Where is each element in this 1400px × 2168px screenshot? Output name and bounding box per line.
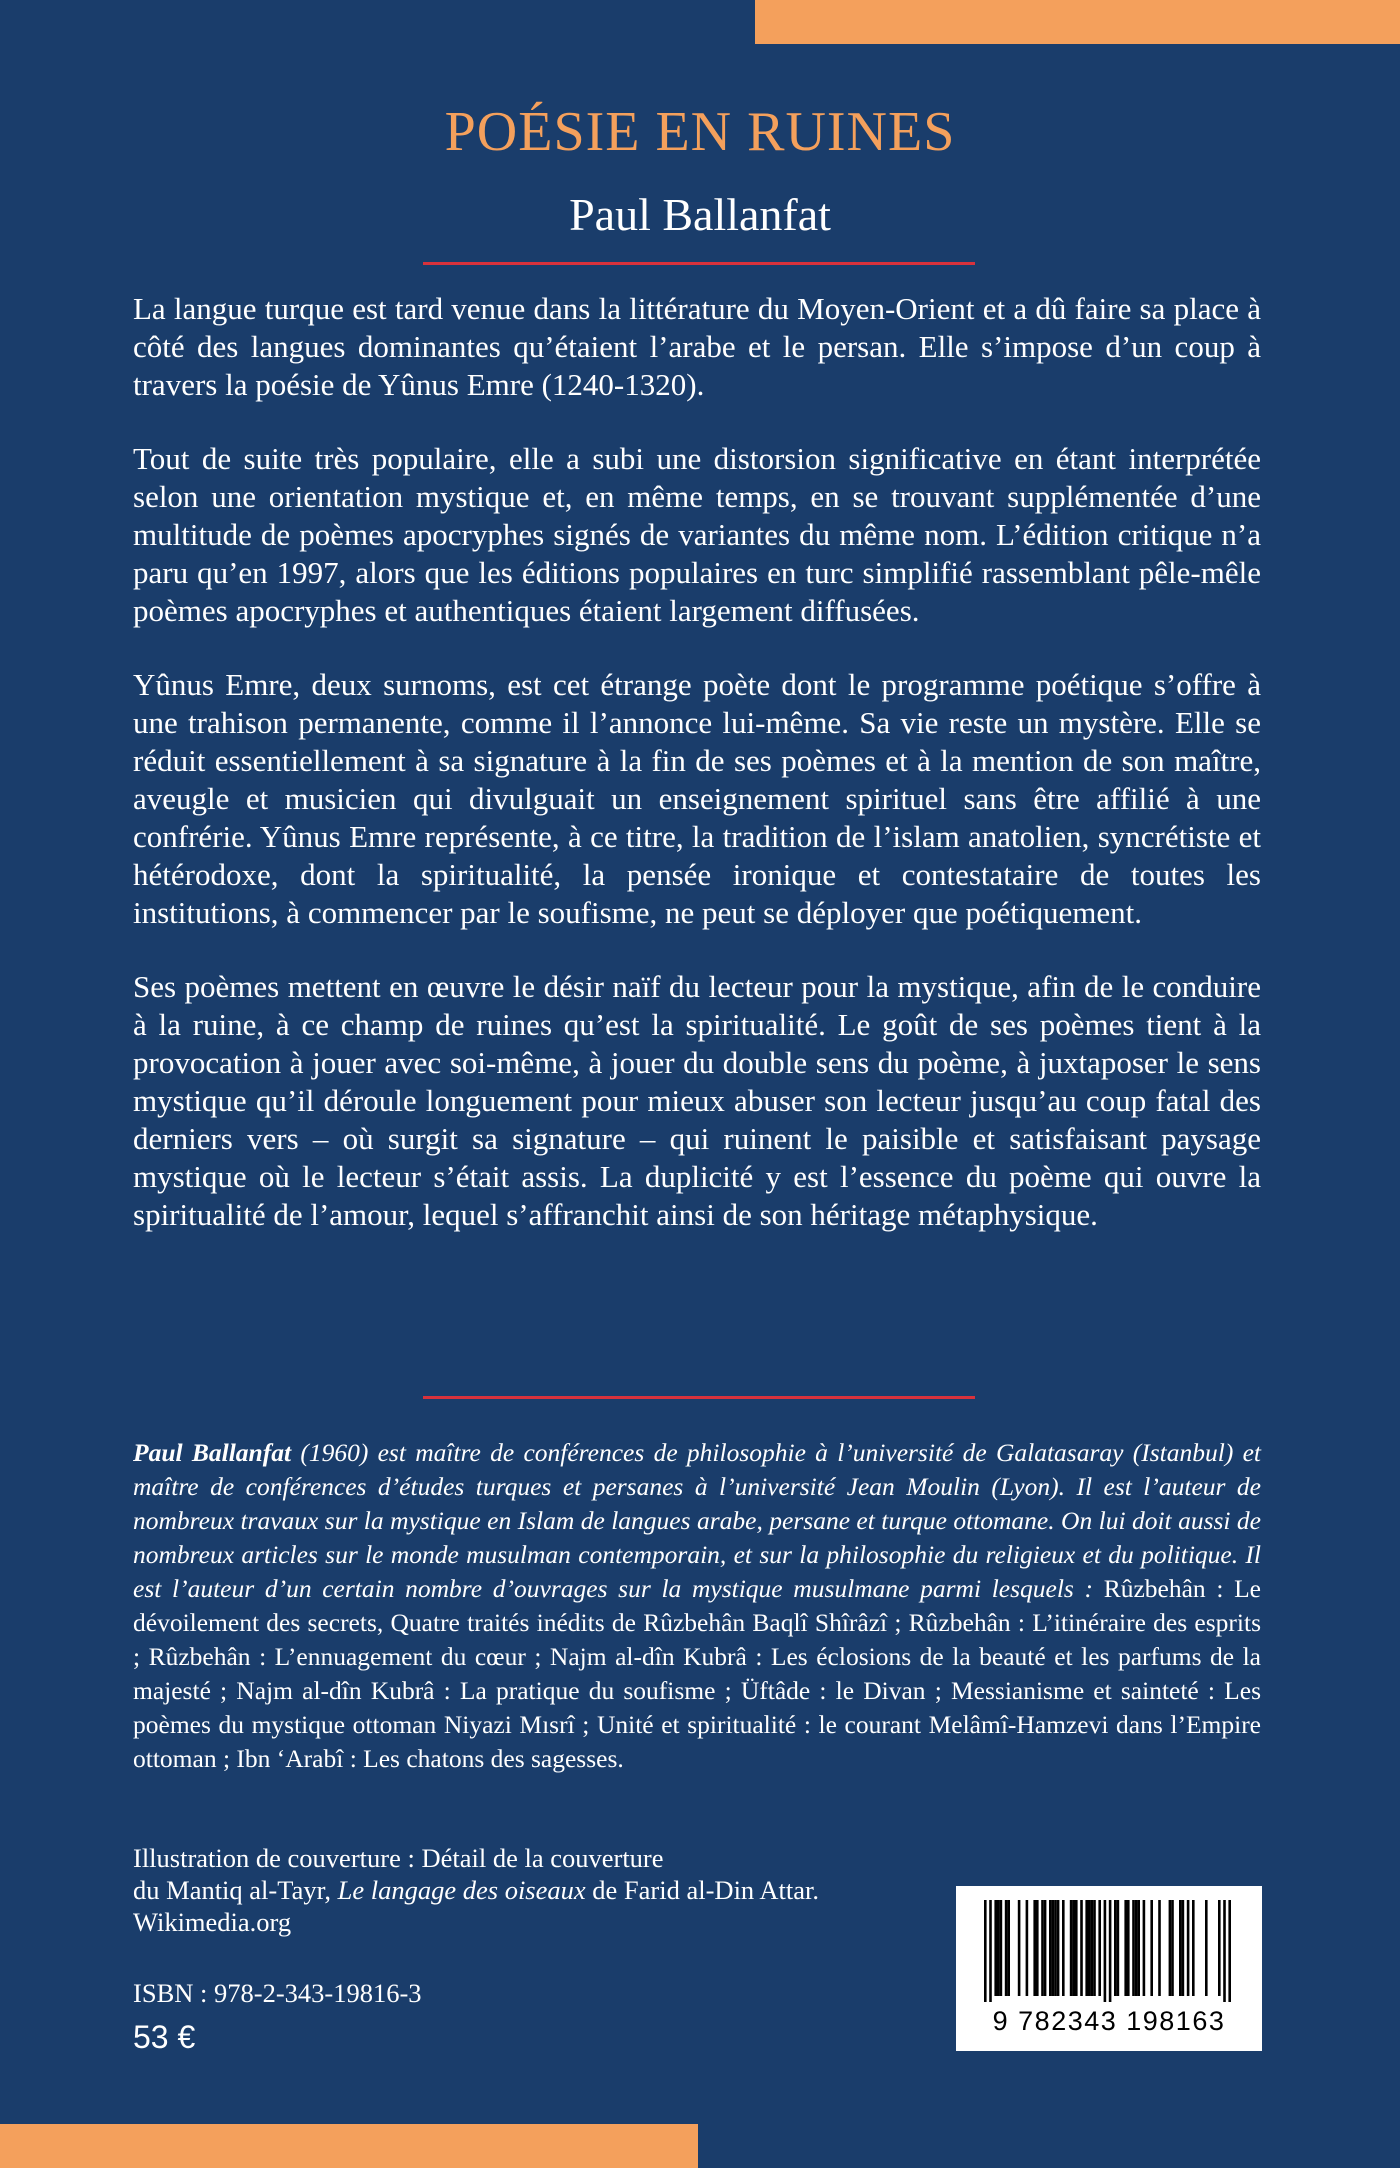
barcode-bar [1075,1900,1078,1996]
barcode-bar [1044,1900,1047,1996]
barcode-bar [1192,1900,1195,1996]
barcode-bar [1007,1900,1010,1996]
barcode-bar [994,1900,997,1996]
barcode-bar [1088,1900,1091,1996]
barcode-bar [1169,1900,1172,1996]
barcode-bar [1080,1900,1083,1996]
credit-work-title: Le langage des oiseaux [337,1875,586,1905]
barcode-bar [1187,1900,1190,1996]
barcode-bar [1070,1900,1073,1996]
barcode-bar [1228,1900,1231,2002]
barcode-bar [1158,1900,1161,1996]
barcode-bar [1052,1900,1055,1996]
bottom-accent-bar [0,2124,698,2168]
author-bio [133,1436,1261,1776]
barcode-bar [1104,1900,1107,2002]
bio-description: (1960) est maître de conférences de philosophie à l’université de Galatasaray (Istanbul) et maître de conférences d’études turques et persanes à l’université Jean Moulin (Lyon). Il est l’auteur de nombreux travaux sur la mystique en Islam de langues arabe, persane et turque ottomane. On lui doit aussi de nombreux articles sur le monde musulman contemporain, et sur la philosophie du religieux et du politique. Il est l’auteur d’un certain nombre d’ouvrages sur la mystique musulmane parmi lesquels : [133,1438,1261,1603]
barcode-bar [1091,1900,1094,1996]
blurb [133,290,1261,1270]
barcode-bar [1005,1900,1008,1996]
book-author: Paul Ballanfat [569,189,831,240]
barcode-bar [1054,1900,1057,1996]
barcode-bar [997,1900,1000,1996]
price: 53 € [133,2019,196,2055]
barcode-bar [1179,1900,1182,1996]
book-title: POÉSIE EN RUINES [444,101,956,163]
blurb-paragraph-4: Ses poèmes mettent en œuvre le désir naïf du lecteur pour la mystique, afin de le conduire à la ruine, à ce champ de ruines qu’est la spiritualité. Le goût de ses poèmes tient à la provocation à jouer avec soi-même, à jouer du double sens du poème, à juxtaposer le sens mystique qu’il déroule longuement pour mieux abuser son lecteur jusqu’au coup fatal des derniers vers – où surgit sa signature – qui ruinent le paisible et satisfaisant paysage mystique où le lecteur s’était assis. La duplicité y est l’essence du poème qui ouvre la spiritualité de l’amour, lequel s’affranchit ainsi de son héritage métaphysique. [133,969,1261,1232]
barcode-bar [1036,1900,1039,1996]
barcode-bar [1132,1900,1135,1996]
divider-top [423,262,975,265]
barcode-bar [1150,1900,1153,1996]
barcode-bar [1085,1900,1088,1996]
barcode-bar [989,1900,992,2002]
credit-line-2-suffix: de Farid al-Din Attar. [585,1875,819,1905]
barcode-bar [1072,1900,1075,1996]
isbn: ISBN : 978-2-343-19816-3 [133,1978,422,2008]
bio-author-name: Paul Ballanfat [133,1438,292,1467]
barcode-bar [1182,1900,1185,1996]
credit-line-1: Illustration de couverture : Détail de la couverture [133,1843,664,1873]
barcode-bar [984,1900,987,2002]
divider-middle [423,1396,975,1399]
blurb-paragraph-3: Yûnus Emre, deux surnoms, est cet étrange poète dont le programme poétique s’offre à une trahison permanente, comme il l’annonce lui-même. Sa vie reste un mystère. Elle se réduit essentiellement à sa signature à la fin de ses poèmes et à la mention de son maître, aveugle et musicien qui divulguait un enseignement spirituel sans être affilié à une confrérie. Yûnus Emre représente, à ce titre, la tradition de l’islam anatolien, syncrétiste et hétérodoxe, dont la spiritualité, la pensée ironique et contestataire de toutes les institutions, à commencer par le soufisme, ne peut se déployer que poétiquement. [133,667,1261,930]
barcode-bar [1218,1900,1221,1996]
barcode [956,1886,1262,2051]
barcode-bar [1018,1900,1021,1996]
barcode-bar [1041,1900,1044,1996]
credit-line-2-prefix: du Mantiq al-Tayr, [133,1875,338,1905]
blurb-paragraph-1: La langue turque est tard venue dans la littérature du Moyen-Orient et a dû faire sa place à côté des langues dominantes qu’étaient l’arabe et le persan. Elle s’impose d’un coup à travers la poésie de Yûnus Emre (1240-1320). [133,291,1261,402]
barcode-bar [1062,1900,1065,1996]
bio-works-list: Rûzbehân : Le dévoilement des secrets, Quatre traités inédits de Rûzbehân Baqlî Shîrâzî ; Rûzbehân : L’itinéraire des esprits ; Rûzbehân : L’ennuagement du cœur ; Najm al-dîn Kubrâ : Les éclosions de la beauté et les parfums de la majesté ; Najm al-dîn Kubrâ : La pratique du soufisme ; Üftâde : le Divan ; Messianisme et sainteté : Les poèmes du mystique ottoman Niyazi Mısrî ; Unité et spiritualité : le courant Melâmî-Hamzevi dans l’Empire ottoman ; Ibn ‘Arabî : Les chatons des sagesses. [133,1574,1261,1773]
barcode-digits: 9 782343 198163 [992,2006,1226,2036]
barcode-bar [1057,1900,1060,1996]
barcode-bar [1135,1900,1138,1996]
barcode-bar [1114,1900,1117,1996]
barcode-bar [1026,1900,1029,1996]
barcode-bar [1098,1900,1101,1996]
top-accent-bar [755,0,1400,44]
barcode-bar [1137,1900,1140,1996]
cover-illustration-credit [133,1842,973,1938]
credit-line-3: Wikimedia.org [133,1907,292,1937]
blurb-paragraph-2: Tout de suite très populaire, elle a subi une distorsion significative en étant interprétée selon une orientation mystique et, en même temps, en se trouvant supplémentée d’une multitude de poèmes apocryphes signés de variantes du même nom. L’édition critique n’a paru qu’en 1997, alors que les éditions populaires en turc simplifié rassemblant pêle-mêle poèmes apocryphes et authentiques étaient largement diffusées. [133,441,1261,628]
barcode-bar [1171,1900,1174,1996]
barcode-bar [1093,1900,1096,1996]
barcode-bar [1143,1900,1146,1996]
barcode-bar [1205,1900,1208,1996]
barcode-bar [1124,1900,1127,1996]
barcode-bar [1000,1900,1003,1996]
barcode-bar [1049,1900,1052,1996]
credit-line-2 [133,1874,973,1906]
barcode-bars [984,1900,1234,2002]
barcode-bar [1127,1900,1130,1996]
barcode-bar [1033,1900,1036,1996]
barcode-bar [1109,1900,1112,2002]
barcode-bar [1117,1900,1120,1996]
barcode-bar [1223,1900,1226,2002]
